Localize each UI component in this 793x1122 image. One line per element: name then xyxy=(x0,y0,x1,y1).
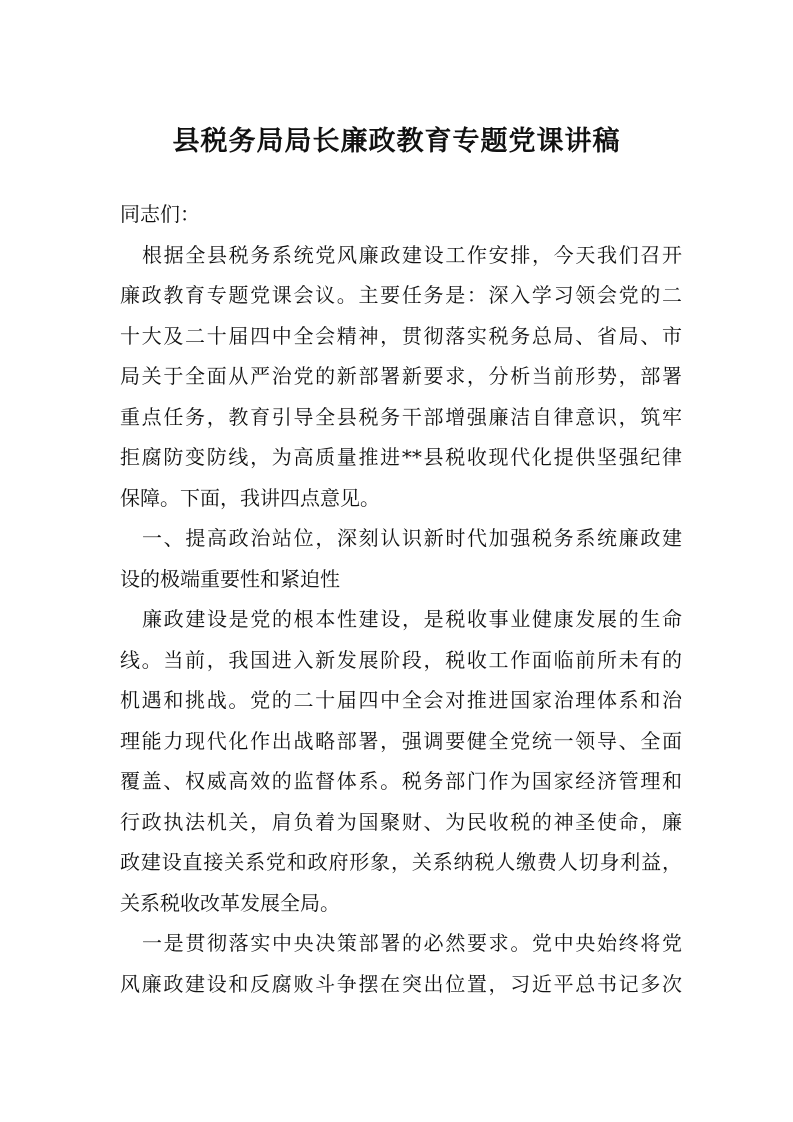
body-line: 关系税收改革发展全局。 xyxy=(120,890,340,915)
body-line: 廉政建设是党的根本性建设，是税收事业健康发展的生命 xyxy=(142,607,682,631)
body-line: 风廉政建设和反腐败斗争摆在突出位置，习近平总书记多次 xyxy=(120,971,682,996)
section-heading-line: 设的极端重要性和紧迫性 xyxy=(120,566,340,591)
body-line: 根据全县税务系统党风廉政建设工作安排，今天我们召开 xyxy=(142,242,682,267)
body-line: 十大及二十届四中全会精神，贯彻落实税务总局、省局、市 xyxy=(120,323,682,348)
document-body xyxy=(120,194,682,1004)
body-line: 重点任务，教育引导全县税务干部增强廉洁自律意识，筑牢 xyxy=(120,404,682,429)
salutation-line: 同志们： xyxy=(120,202,200,226)
body-line: 政建设直接关系党和政府形象，关系纳税人缴费人切身利益， xyxy=(120,850,682,874)
body-line: 拒腐防变防线，为高质量推进**县税收现代化提供坚强纪律 xyxy=(120,445,682,469)
body-line: 局关于全面从严治党的新部署新要求，分析当前形势，部署 xyxy=(120,364,682,388)
body-line: 理能力现代化作出战略部署，强调要健全党统一领导、全面 xyxy=(120,728,682,753)
body-line: 行政执法机关，肩负着为国聚财、为民收税的神圣使命，廉 xyxy=(120,809,682,834)
section-heading-line: 一、提高政治站位，深刻认识新时代加强税务系统廉政建 xyxy=(142,526,682,550)
body-line: 机遇和挑战。党的二十届四中全会对推进国家治理体系和治 xyxy=(120,688,682,712)
body-line: 线。当前，我国进入新发展阶段，税收工作面临前所未有的 xyxy=(120,647,682,672)
body-line: 覆盖、权威高效的监督体系。税务部门作为国家经济管理和 xyxy=(120,769,682,793)
body-line: 保障。下面，我讲四点意见。 xyxy=(120,485,380,510)
body-line: 一是贯彻落实中央决策部署的必然要求。党中央始终将党 xyxy=(142,931,682,955)
body-line: 廉政教育专题党课会议。主要任务是：深入学习领会党的二 xyxy=(120,283,682,307)
document-title: 县税务局局长廉政教育专题党课讲稿 xyxy=(172,126,621,157)
